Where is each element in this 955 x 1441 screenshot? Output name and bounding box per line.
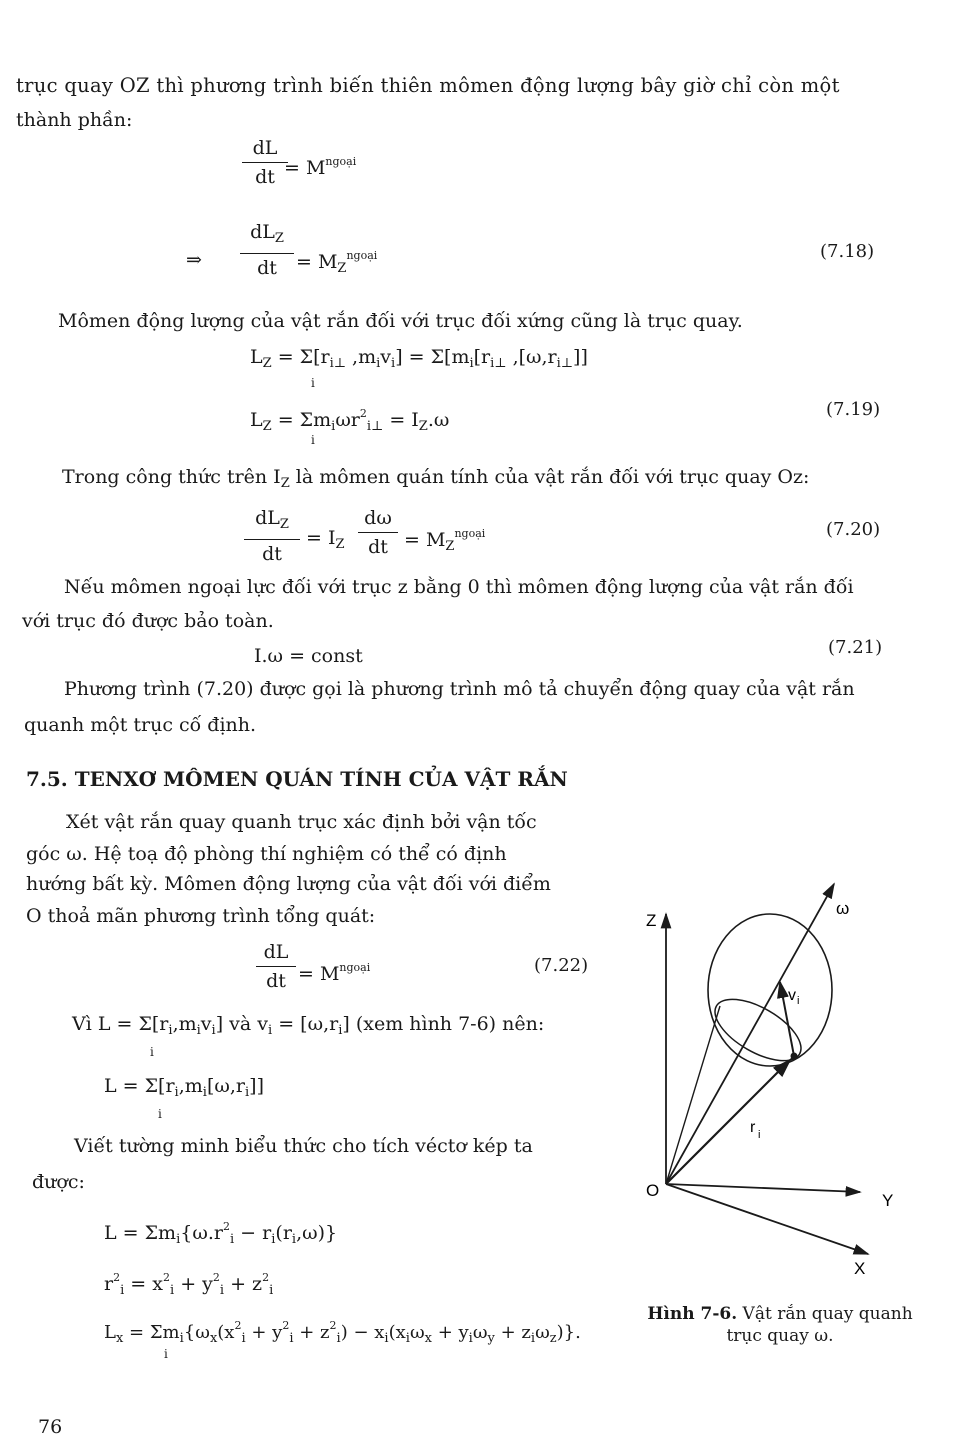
equation-text: L = Σm bbox=[104, 1222, 177, 1244]
subscript: i bbox=[211, 1023, 216, 1038]
equation-rhs bbox=[298, 956, 370, 986]
paragraph-line: được: bbox=[32, 1171, 85, 1193]
equation-text: L bbox=[250, 409, 263, 431]
subscript: i bbox=[469, 356, 474, 371]
subscript: i bbox=[468, 1331, 473, 1346]
equation-text: ,m bbox=[172, 1013, 197, 1035]
superscript: 2 bbox=[113, 1271, 121, 1284]
equation-text: + z bbox=[293, 1322, 330, 1343]
subscript: Z bbox=[337, 261, 347, 276]
equation-text: Vì L = Σ[r bbox=[72, 1013, 169, 1035]
paragraph-line: Phương trình (7.20) được gọi là phương trình mô tả chuyển động quay của vật rắn bbox=[64, 678, 855, 700]
subscript: x bbox=[424, 1331, 432, 1346]
superscript: 2 bbox=[359, 407, 367, 420]
equation-7-19-a bbox=[250, 345, 588, 376]
text-span: là mômen quán tính của vật rắn đối với trục quay Oz: bbox=[289, 466, 810, 488]
subscript: i⊥ bbox=[490, 356, 507, 371]
fraction-denominator: dt bbox=[262, 543, 282, 565]
origin-label: O bbox=[646, 1181, 660, 1200]
superscript: 2 bbox=[162, 1271, 170, 1284]
fraction-numerator: dω bbox=[364, 507, 392, 529]
sum-index: i bbox=[158, 1107, 162, 1121]
equation-number: (7.22) bbox=[534, 955, 589, 976]
equation-line bbox=[104, 1314, 581, 1351]
equation-text: + z bbox=[494, 1322, 531, 1343]
omega-axis bbox=[666, 884, 834, 1184]
superscript: 2 bbox=[222, 1220, 230, 1233]
equation-number: (7.20) bbox=[826, 519, 881, 540]
superscript: 2 bbox=[262, 1271, 270, 1284]
paragraph-line: trục quay OZ thì phương trình biến thiên mômen động lượng bây giờ chỉ còn một bbox=[16, 74, 840, 97]
subscript: i bbox=[391, 356, 396, 371]
paragraph-line bbox=[62, 465, 809, 496]
fraction-denominator: dt bbox=[368, 536, 388, 558]
vi-subscript: i bbox=[797, 995, 800, 1007]
subscript: i⊥ bbox=[366, 419, 384, 434]
equation-text: + y bbox=[431, 1322, 469, 1343]
equation-number: (7.21) bbox=[828, 637, 883, 658]
superscript: ngoại bbox=[454, 527, 486, 540]
subscript: i bbox=[376, 356, 381, 371]
subscript: y bbox=[487, 1331, 495, 1346]
text-span: Trong công thức trên I bbox=[62, 466, 281, 488]
equation-text: = I bbox=[306, 527, 336, 549]
subscript: i bbox=[120, 1283, 125, 1298]
equation-text: ,m bbox=[178, 1075, 203, 1097]
subscript: i bbox=[202, 1085, 207, 1100]
particle-point bbox=[791, 1053, 798, 1060]
superscript: ngoại bbox=[325, 155, 357, 168]
equation-text: ,m bbox=[346, 346, 377, 368]
subscript: i bbox=[271, 1232, 276, 1247]
fraction-bar bbox=[244, 539, 300, 540]
equation-rhs bbox=[404, 522, 485, 559]
subscript: i bbox=[384, 1331, 389, 1346]
fraction-bar bbox=[240, 253, 294, 254]
equation-text: = [ω,r bbox=[272, 1013, 339, 1035]
equation-line bbox=[104, 1266, 273, 1303]
subscript: x bbox=[115, 1331, 124, 1346]
equation-text: L = Σ[r bbox=[104, 1075, 175, 1097]
subscript: Z bbox=[280, 476, 290, 491]
paragraph-line: Nếu mômen ngoại lực đối với trục z bằng 0 thì mômen động lượng của vật rắn đối bbox=[64, 576, 854, 598]
equation-text: + y bbox=[245, 1322, 283, 1343]
equation-text: ,ω)} bbox=[296, 1222, 338, 1244]
equation-text: = M bbox=[404, 529, 446, 551]
paragraph-line: với trục đó được bảo toàn. bbox=[22, 610, 274, 632]
superscript: 2 bbox=[329, 1319, 337, 1332]
equation-text: ω bbox=[409, 1322, 425, 1343]
equation-text: L bbox=[250, 346, 263, 368]
equation-text: = M bbox=[284, 157, 326, 179]
equation-text: = Σ[r bbox=[277, 346, 330, 368]
superscript: ngoại bbox=[339, 961, 371, 974]
equation-text: dL bbox=[255, 507, 280, 529]
figure-7-6 bbox=[620, 870, 920, 1290]
equation-text: ]] bbox=[573, 346, 588, 368]
subscript: i bbox=[229, 1232, 235, 1247]
subscript: i bbox=[179, 1331, 184, 1346]
superscript: 2 bbox=[212, 1271, 220, 1284]
subscript: Z bbox=[335, 537, 345, 552]
fraction-numerator bbox=[240, 220, 294, 251]
subscript: x bbox=[209, 1331, 218, 1346]
equation-text: ωr bbox=[335, 409, 360, 431]
figure-caption bbox=[630, 1303, 930, 1347]
fraction-domega-dt bbox=[358, 506, 398, 559]
rigid-body-outline bbox=[708, 914, 832, 1066]
equation-text: dL bbox=[250, 221, 275, 243]
fraction-bar bbox=[256, 966, 296, 967]
equation-text bbox=[306, 526, 345, 557]
subscript: z bbox=[549, 1331, 557, 1346]
subscript: Z bbox=[418, 419, 428, 434]
subscript: i bbox=[289, 1331, 294, 1346]
equation-text: {ω bbox=[183, 1322, 210, 1343]
subscript: i bbox=[338, 1023, 343, 1038]
equation-line bbox=[104, 1074, 264, 1105]
paragraph-line: O thoả mãn phương trình tổng quát: bbox=[26, 905, 376, 927]
equation-line bbox=[72, 1012, 544, 1043]
sum-index: i bbox=[311, 376, 315, 390]
equation-7-19-b bbox=[250, 402, 449, 439]
subscript: i bbox=[336, 1331, 341, 1346]
equation-text: ω bbox=[472, 1322, 488, 1343]
y-axis-label: Y bbox=[882, 1191, 894, 1210]
subscript: i bbox=[291, 1232, 297, 1247]
subscript: i bbox=[244, 1085, 250, 1100]
caption-text: Vật rắn quay quanh bbox=[737, 1304, 913, 1324]
paragraph-line: góc ω. Hệ toạ độ phòng thí nghiệm có thể có định bbox=[26, 843, 507, 865]
equation-rhs bbox=[284, 150, 356, 180]
equation-text: ] = Σ[m bbox=[395, 346, 470, 368]
fraction-dLz-dt bbox=[240, 220, 294, 280]
equation-text: [ω,r bbox=[206, 1075, 245, 1097]
fraction-bar bbox=[242, 162, 288, 163]
equation-text: (r bbox=[275, 1222, 292, 1244]
paragraph-line: Viết tường minh biểu thức cho tích véctơ kép ta bbox=[74, 1135, 533, 1157]
paragraph-line: thành phần: bbox=[16, 109, 133, 131]
equation-text: − r bbox=[234, 1222, 272, 1244]
fraction-numerator bbox=[244, 506, 300, 537]
equation-text: ] (xem hình 7-6) nên: bbox=[342, 1013, 545, 1035]
equation-text: = M bbox=[296, 251, 338, 273]
equation-text: )}. bbox=[556, 1322, 581, 1343]
equation-line bbox=[104, 1215, 337, 1252]
fraction-denominator: dt bbox=[257, 257, 277, 279]
equation-text: = Σm bbox=[277, 409, 332, 431]
equation-text: = M bbox=[298, 963, 340, 985]
equation-text: + y bbox=[174, 1273, 213, 1295]
fraction-dL-dt bbox=[242, 136, 288, 189]
subscript: i bbox=[168, 1023, 173, 1038]
equation-number: (7.18) bbox=[820, 241, 875, 262]
subscript: i bbox=[241, 1331, 246, 1346]
subscript: Z bbox=[262, 419, 272, 434]
subscript: Z bbox=[262, 356, 272, 371]
superscript: 2 bbox=[282, 1319, 290, 1332]
sum-index: i bbox=[311, 433, 315, 447]
subscript: Z bbox=[279, 517, 289, 532]
paragraph-line: quanh một trục cố định. bbox=[24, 714, 257, 736]
fraction-dLz-dt bbox=[244, 506, 300, 566]
equation-text: r bbox=[104, 1273, 114, 1295]
subscript: Z bbox=[274, 231, 284, 246]
equation-text: = x bbox=[124, 1273, 163, 1295]
equation-text: v bbox=[380, 346, 392, 368]
caption-label: Hình 7-6. bbox=[647, 1304, 738, 1324]
subscript: i bbox=[196, 1023, 201, 1038]
equation-rhs bbox=[296, 244, 377, 281]
caption-text: trục quay ω. bbox=[726, 1326, 834, 1346]
equation-text: = I bbox=[383, 409, 419, 431]
sum-index: i bbox=[150, 1045, 154, 1059]
page-number: 76 bbox=[38, 1416, 63, 1438]
fraction-denominator: dt bbox=[255, 166, 275, 188]
equation-text: ,[ω,r bbox=[506, 346, 557, 368]
superscript: 2 bbox=[234, 1319, 242, 1332]
subscript: i bbox=[176, 1232, 181, 1247]
equation-text: ] và v bbox=[215, 1013, 268, 1035]
fraction-bar bbox=[358, 532, 398, 533]
subscript: i⊥ bbox=[556, 356, 574, 371]
equation-number: (7.19) bbox=[826, 399, 881, 420]
equation-text: (x bbox=[217, 1322, 235, 1343]
subscript: i bbox=[530, 1331, 536, 1346]
equation-text: (x bbox=[388, 1322, 406, 1343]
equation-text: {ω.r bbox=[180, 1222, 223, 1244]
equation-text: .ω bbox=[427, 409, 450, 431]
fraction-denominator: dt bbox=[266, 970, 286, 992]
paragraph-line: hướng bất kỳ. Mômen động lượng của vật đối với điểm bbox=[26, 873, 551, 895]
subscript: i⊥ bbox=[329, 356, 346, 371]
superscript: ngoại bbox=[346, 249, 378, 262]
subscript: i bbox=[331, 419, 336, 434]
subscript: i bbox=[169, 1283, 175, 1298]
paragraph-line: Xét vật rắn quay quanh trục xác định bởi vận tốc bbox=[66, 811, 537, 833]
subscript: i bbox=[269, 1283, 274, 1298]
equation-text: ω bbox=[535, 1322, 550, 1343]
paragraph-line: Mômen động lượng của vật rắn đối với trục đối xứng cũng là trục quay. bbox=[58, 310, 743, 332]
equation-text: ) − x bbox=[340, 1322, 385, 1343]
subscript: i bbox=[219, 1283, 225, 1298]
fraction-dL-dt bbox=[256, 940, 296, 993]
equation-text: L bbox=[104, 1322, 116, 1343]
equation-text: = Σm bbox=[123, 1322, 180, 1343]
equation-text: [r bbox=[473, 346, 491, 368]
omega-label: ω bbox=[836, 899, 850, 918]
ri-subscript: i bbox=[758, 1129, 761, 1141]
fraction-numerator: dL bbox=[252, 137, 278, 159]
subscript: i bbox=[174, 1085, 179, 1100]
fraction-numerator: dL bbox=[263, 941, 289, 963]
vi-label: v bbox=[788, 987, 796, 1004]
implies-arrow: ⇒ bbox=[186, 249, 202, 271]
ri-label: r bbox=[750, 1119, 756, 1136]
subscript: Z bbox=[445, 539, 455, 554]
equation-text: v bbox=[200, 1013, 212, 1035]
section-heading: 7.5. TENXƠ MÔMEN QUÁN TÍNH CỦA VẬT RẮN bbox=[26, 767, 568, 791]
subscript: i bbox=[405, 1331, 410, 1346]
sum-index: i bbox=[164, 1347, 168, 1361]
equation-text: + z bbox=[224, 1273, 263, 1295]
equation-7-21: I.ω = const bbox=[254, 645, 363, 667]
subscript: i bbox=[268, 1023, 273, 1038]
y-axis bbox=[666, 1184, 860, 1192]
equation-text: ]] bbox=[249, 1075, 264, 1097]
x-axis bbox=[666, 1184, 868, 1254]
x-axis-label: X bbox=[854, 1259, 866, 1278]
z-axis-label: Z bbox=[646, 911, 657, 930]
